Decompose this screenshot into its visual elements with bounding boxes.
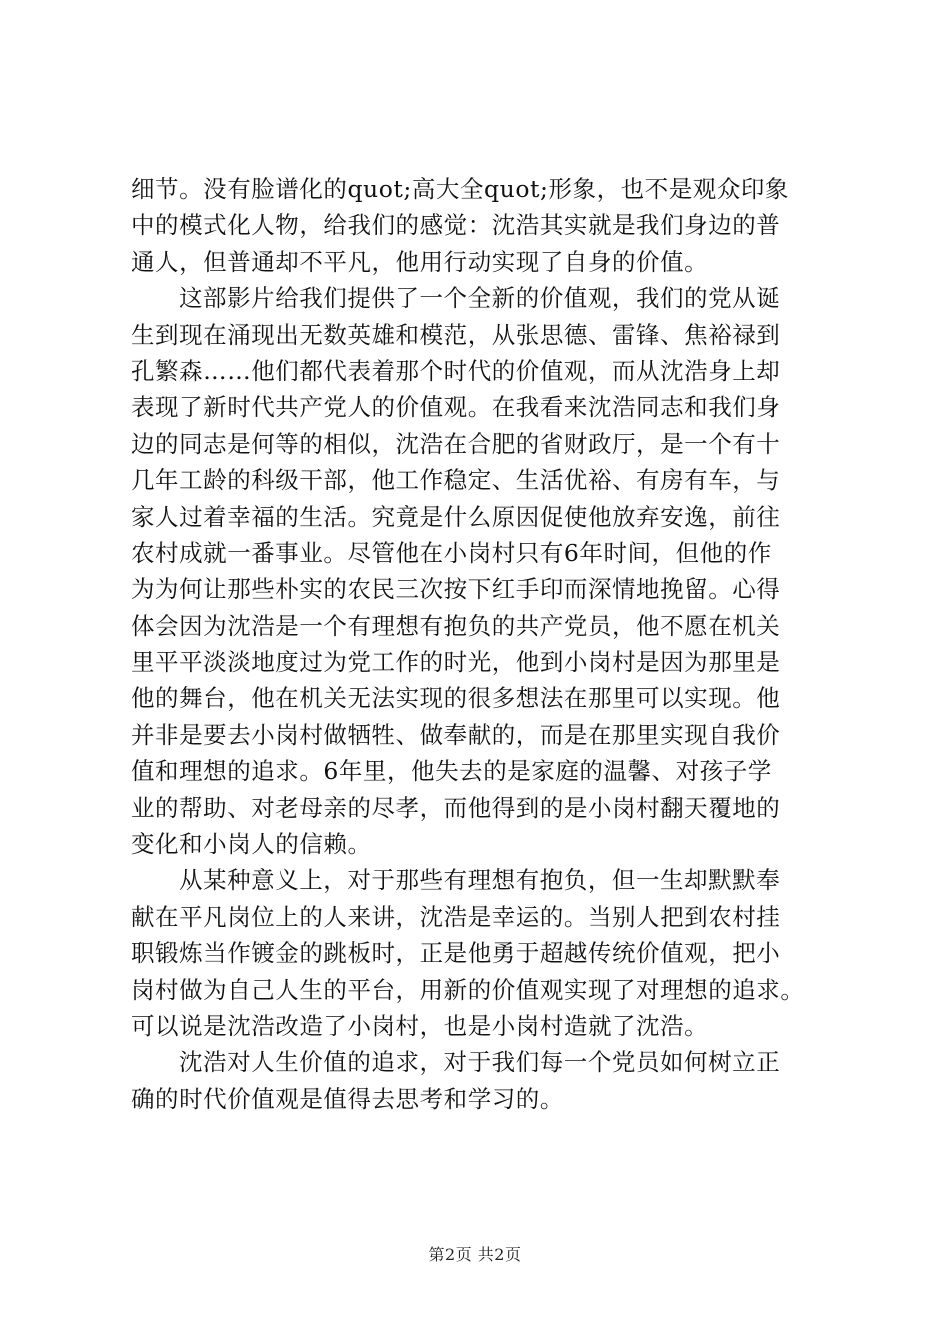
text-line: 生到现在涌现出无数英雄和模范，从张思德、雷锋、焦裕禄到	[131, 320, 781, 349]
document-body	[131, 171, 843, 1117]
text-line: 岗村做为自己人生的平台，用新的价值观实现了对理想的追求。	[131, 975, 805, 1004]
text-line: 确的时代价值观是值得去思考和学习的。	[131, 1084, 564, 1113]
text-line: 几年工龄的科级干部，他工作稳定、生活优裕、有房有车，与	[131, 466, 781, 495]
text-line: 并非是要去小岗村做牺牲、做奉献的，而是在那里实现自我价	[131, 720, 781, 749]
text-line: 变化和小岗人的信赖。	[131, 830, 372, 859]
text-line: 可以说是沈浩改造了小岗村，也是小岗村造就了沈浩。	[131, 1011, 709, 1040]
text-line: 表现了新时代共产党人的价值观。在我看来沈浩同志和我们身	[131, 393, 781, 422]
text-line: 体会因为沈浩是一个有理想有抱负的共产党员，他不愿在机关	[131, 611, 781, 640]
text-line: 里平平淡淡地度过为党工作的时光，他到小岗村是因为那里是	[131, 648, 781, 677]
text-line: 家人过着幸福的生活。究竟是什么原因促使他放弃安逸，前往	[131, 502, 781, 531]
text-line: 这部影片给我们提供了一个全新的价值观，我们的党从诞	[179, 284, 781, 313]
text-line: 沈浩对人生价值的追求，对于我们每一个党员如何树立正	[179, 1048, 781, 1077]
text-line: 边的同志是何等的相似，沈浩在合肥的省财政厅，是一个有十	[131, 429, 781, 458]
paragraph	[131, 1044, 843, 1117]
text-line: 他的舞台，他在机关无法实现的很多想法在那里可以实现。他	[131, 684, 781, 713]
text-line: 业的帮助、对老母亲的尽孝，而他得到的是小岗村翻天覆地的	[131, 793, 781, 822]
text-line: 职锻炼当作镀金的跳板时，正是他勇于超越传统价值观，把小	[131, 939, 781, 968]
paragraph	[131, 862, 843, 1044]
text-line: 农村成就一番事业。尽管他在小岗村只有6年时间，但他的作	[131, 538, 772, 567]
paragraph	[131, 280, 843, 862]
text-line: 献在平凡岗位上的人来讲，沈浩是幸运的。当别人把到农村挂	[131, 902, 781, 931]
text-line: 细节。没有脸谱化的quot;高大全quot;形象，也不是观众印象	[131, 175, 789, 203]
text-line: 通人，但普通却不平凡，他用行动实现了自身的价值。	[131, 247, 709, 276]
text-line: 孔繁森……他们都代表着那个时代的价值观，而从沈浩身上却	[131, 356, 781, 385]
text-line: 为为何让那些朴实的农民三次按下红手印而深情地挽留。心得	[131, 575, 781, 604]
text-line: 从某种意义上，对于那些有理想有抱负，但一生却默默奉	[179, 866, 781, 895]
text-line: 值和理想的追求。6年里，他失去的是家庭的温馨、对孩子学	[131, 757, 772, 786]
page-number-label: 第2页 共2页	[428, 1245, 522, 1264]
page-footer	[0, 1244, 950, 1266]
paragraph	[131, 171, 843, 280]
text-line: 中的模式化人物，给我们的感觉：沈浩其实就是我们身边的普	[131, 211, 781, 240]
